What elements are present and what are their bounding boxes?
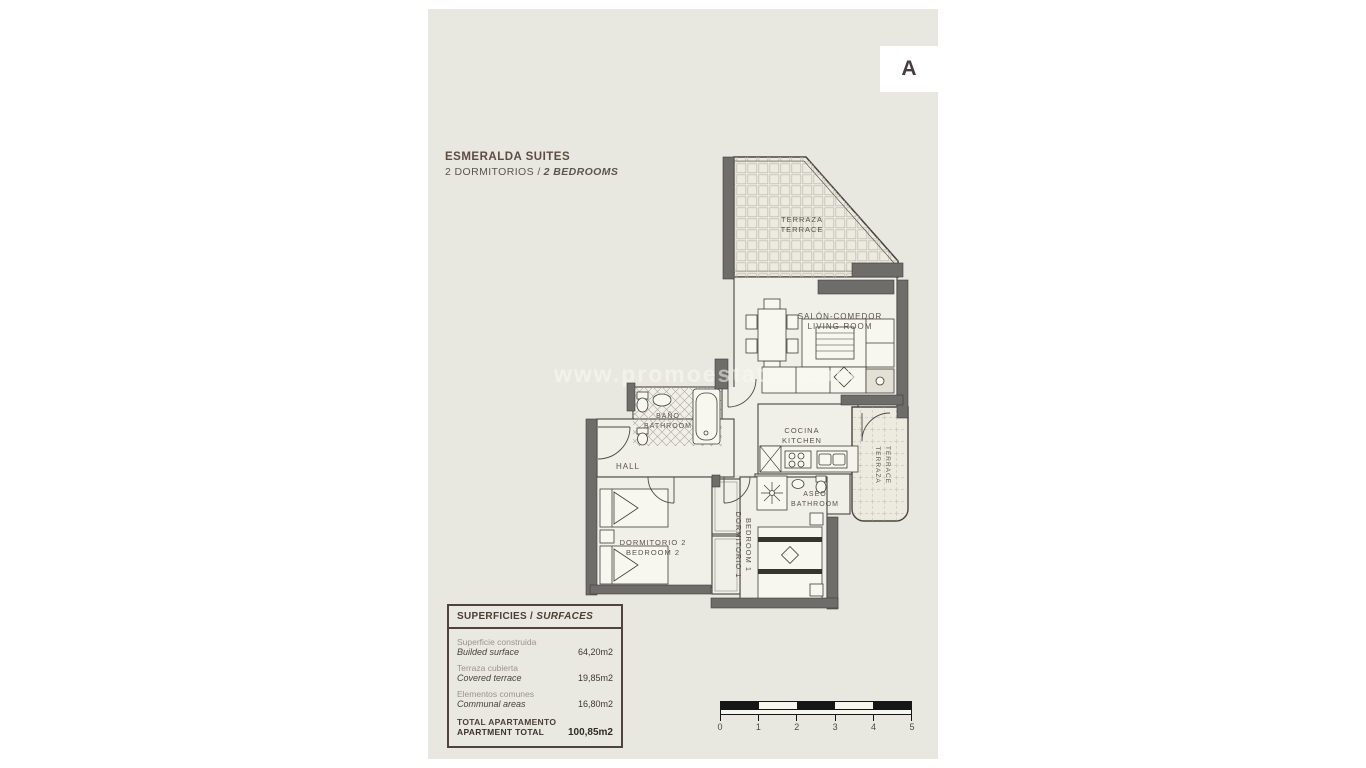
bath-sink bbox=[653, 394, 671, 406]
terrace-side-label-es: TERRAZA bbox=[874, 446, 881, 484]
bedroom1-label-es: DORMITORIO 1 bbox=[734, 511, 743, 579]
scale-label: 0 bbox=[717, 722, 723, 732]
watermark: www.promoestates.com bbox=[554, 361, 858, 387]
aseo-sink bbox=[792, 480, 804, 489]
dining-chair bbox=[746, 339, 757, 353]
scale-bar-labels bbox=[717, 722, 915, 732]
scale-label: 5 bbox=[909, 722, 915, 732]
living-label-es: SALÓN-COMEDOR bbox=[797, 312, 883, 321]
kitchen-label-es: COCINA bbox=[784, 426, 820, 435]
total-value: 100,85m2 bbox=[567, 727, 613, 738]
table-row bbox=[457, 689, 613, 709]
table-row bbox=[457, 637, 613, 657]
terrace-side-label-en: TERRACE bbox=[884, 445, 891, 485]
row-label-es: Terraza cubierta bbox=[457, 663, 518, 673]
nightstand bbox=[810, 584, 823, 596]
aseo-label-en: BATHROOM bbox=[791, 501, 839, 508]
table-row bbox=[457, 663, 613, 683]
plan-title: ESMERALDA SUITES bbox=[445, 151, 571, 163]
total-label-en: APARTMENT TOTAL bbox=[457, 727, 545, 737]
surfaces-title-en: SURFACES bbox=[536, 611, 594, 622]
table-row-total bbox=[457, 717, 613, 738]
hall-label: HALL bbox=[615, 462, 641, 471]
row-label-es: Elementos comunes bbox=[457, 689, 535, 699]
nightstand bbox=[810, 513, 823, 525]
bath-label-es: BAÑO bbox=[656, 413, 680, 420]
row-value: 64,20m2 bbox=[577, 647, 613, 657]
dining-chair bbox=[787, 339, 798, 353]
terrace-top-label-es: TERRAZA bbox=[780, 215, 824, 224]
nightstand bbox=[600, 530, 614, 543]
scale-bar-strip bbox=[720, 701, 912, 715]
bedroom1-label-en: BEDROOM 1 bbox=[744, 517, 753, 573]
surfaces-table bbox=[447, 604, 623, 748]
dining-chair bbox=[764, 299, 780, 310]
surfaces-table-body bbox=[449, 629, 621, 746]
throw-blanket bbox=[816, 327, 854, 359]
terrace-top-label-en: TERRACE bbox=[780, 225, 824, 234]
row-value: 19,85m2 bbox=[577, 673, 613, 683]
scale-bar-ticks bbox=[720, 715, 912, 721]
surfaces-title-es: SUPERFICIES / bbox=[457, 611, 534, 622]
row-label-en: Covered terrace bbox=[457, 673, 522, 683]
scale-label: 4 bbox=[871, 722, 877, 732]
bath-label-en: BATHROOM bbox=[644, 423, 692, 430]
living-label-en: LIVING-ROOM bbox=[807, 322, 873, 331]
row-label-es: Superficie construida bbox=[457, 637, 537, 647]
scale-label: 2 bbox=[794, 722, 800, 732]
scale-label: 3 bbox=[832, 722, 838, 732]
bedroom2-label-es: DORMITORIO 2 bbox=[619, 538, 687, 547]
plan-canvas bbox=[428, 9, 938, 759]
row-label-en: Communal areas bbox=[457, 699, 526, 709]
kitchen-sink bbox=[817, 451, 847, 468]
dining-chair bbox=[787, 315, 798, 329]
dining-chair bbox=[746, 315, 757, 329]
row-value: 16,80m2 bbox=[577, 699, 613, 709]
row-label-en: Builded surface bbox=[457, 647, 520, 657]
subtitle-es: 2 DORMITORIOS / bbox=[445, 166, 541, 178]
surfaces-table-header bbox=[449, 606, 621, 629]
subtitle-en: 2 BEDROOMS bbox=[543, 166, 619, 178]
kitchen-label-en: KITCHEN bbox=[782, 436, 822, 445]
aseo-label-es: ASEO bbox=[803, 491, 827, 498]
dining-table bbox=[758, 309, 786, 361]
scale-label: 1 bbox=[755, 722, 761, 732]
bedroom2-label-en: BEDROOM 2 bbox=[625, 548, 681, 557]
scale-bar bbox=[717, 701, 915, 732]
total-label-es: TOTAL APARTAMENTO bbox=[457, 717, 557, 727]
plan-variant-label: A bbox=[901, 57, 917, 80]
